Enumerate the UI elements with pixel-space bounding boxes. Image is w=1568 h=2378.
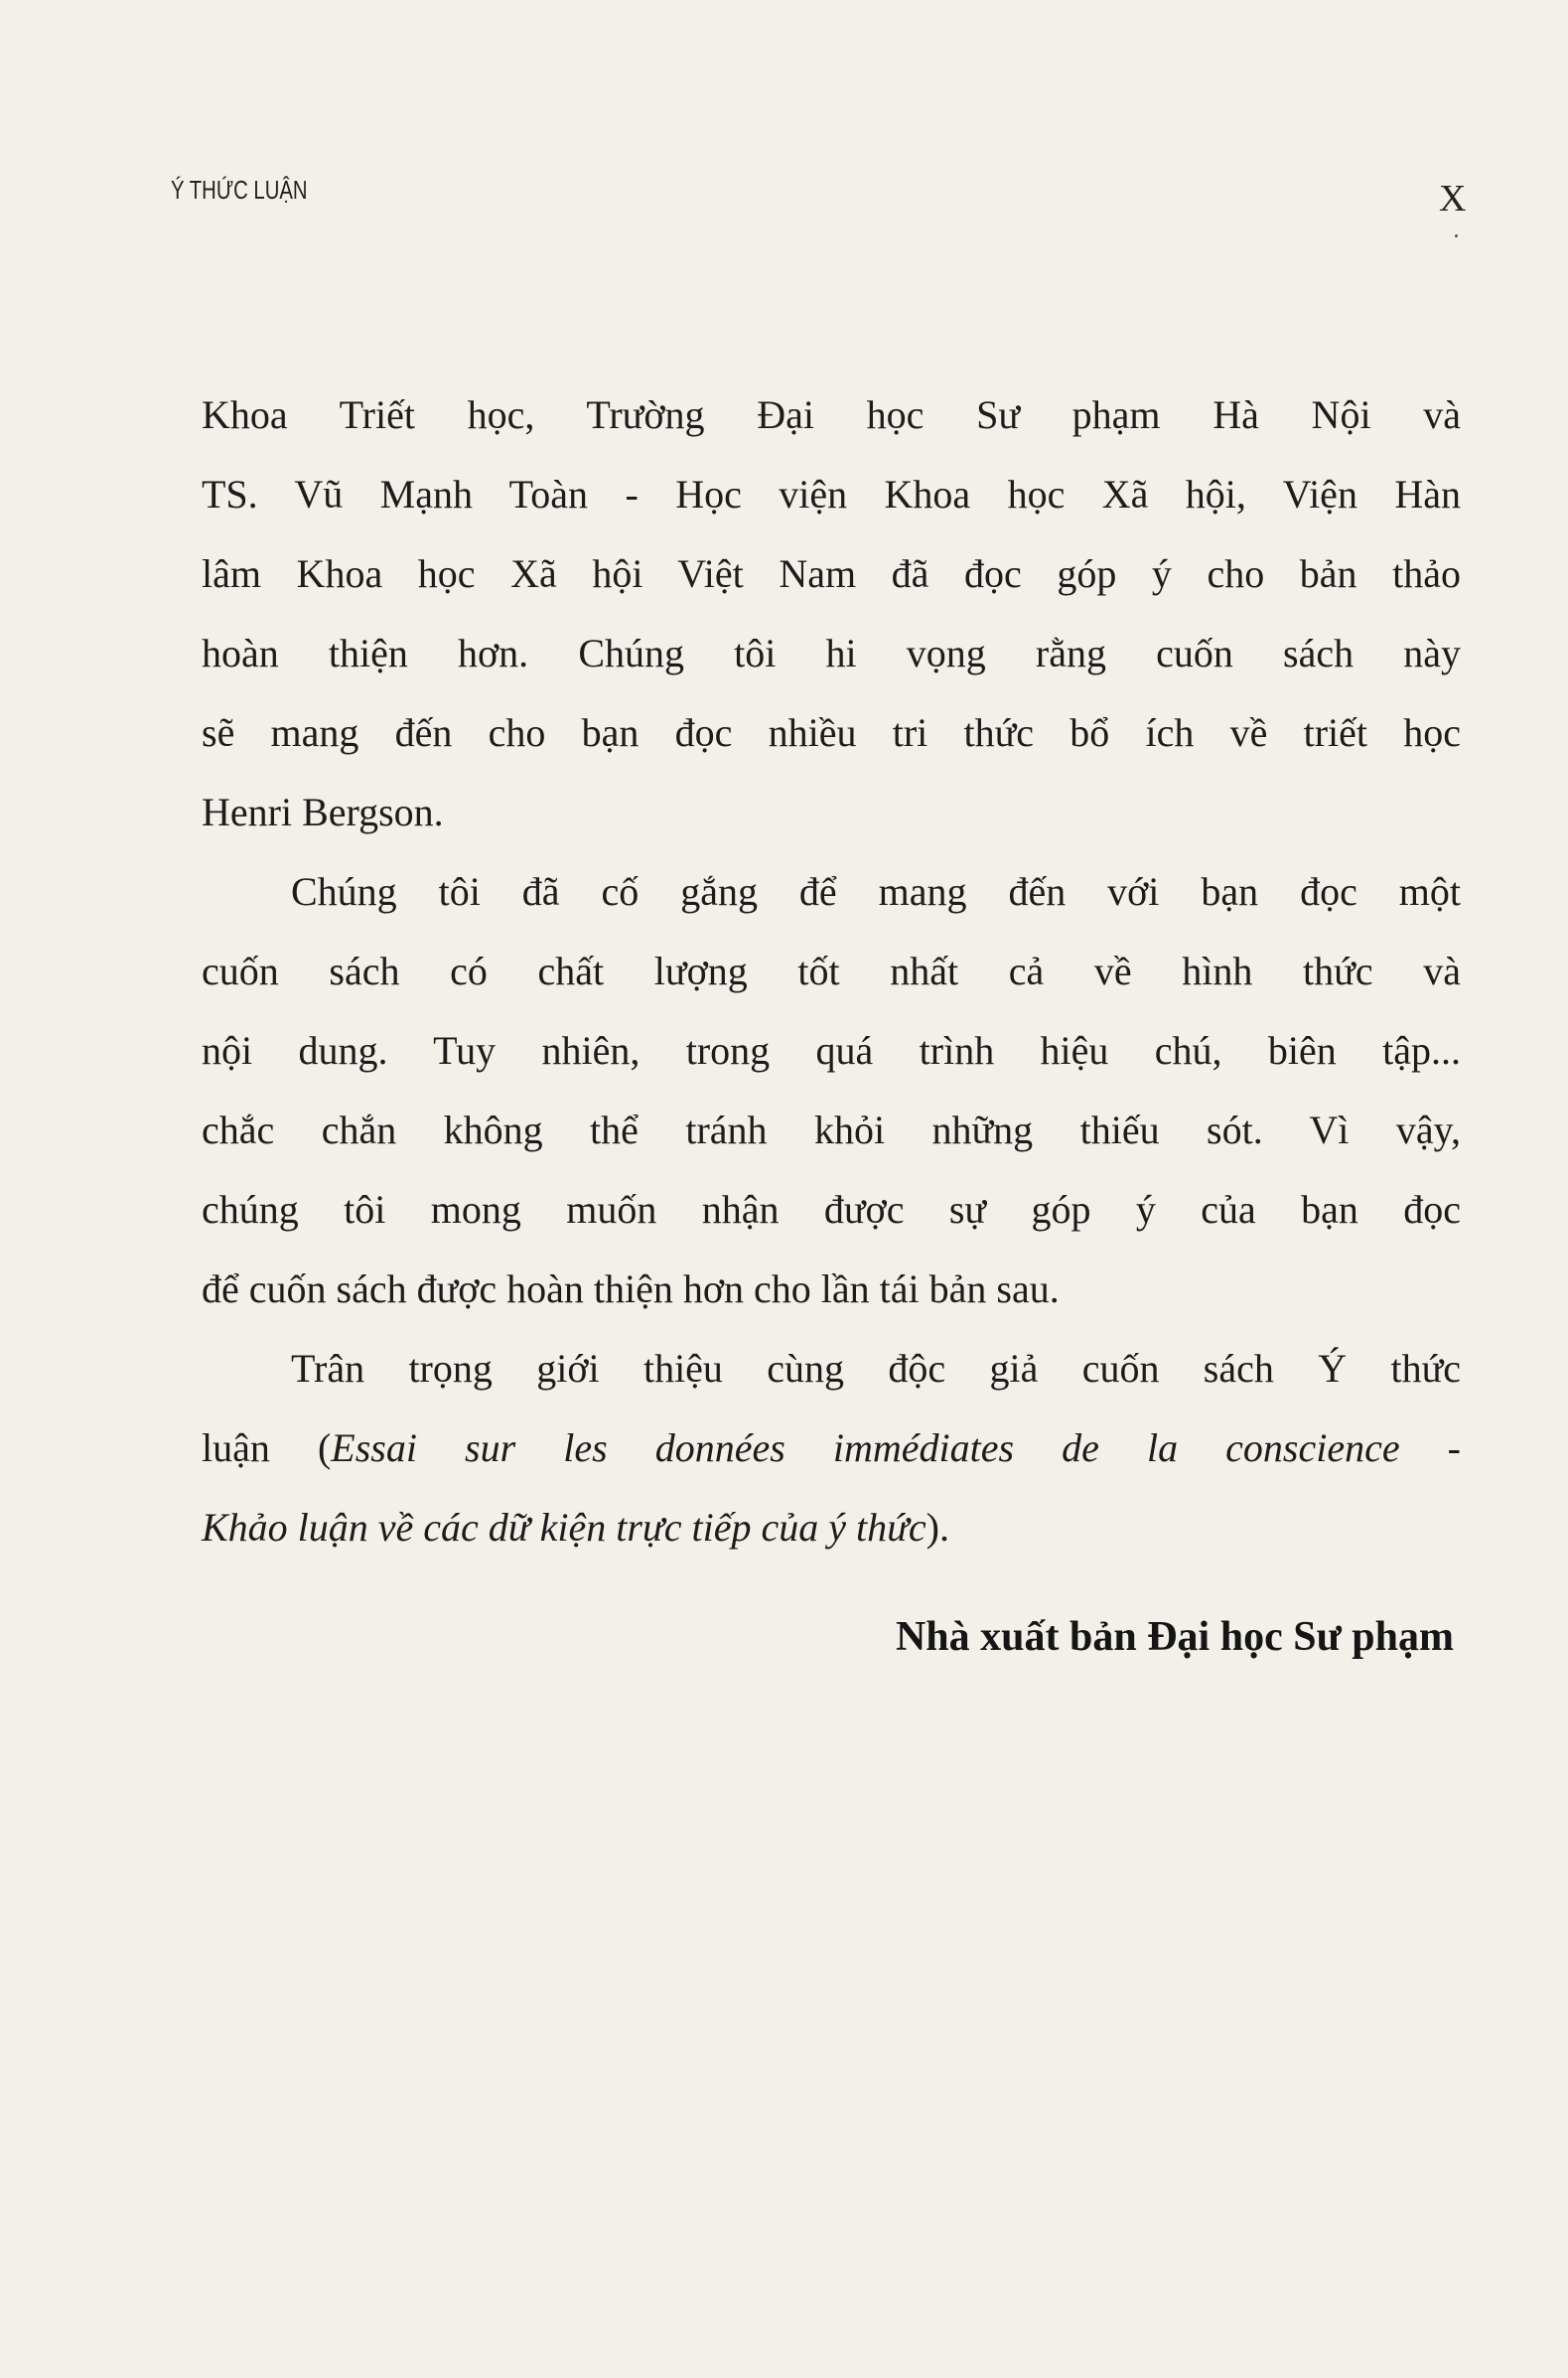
- print-speck: [1455, 234, 1458, 237]
- paragraph-line: hoàn thiện hơn. Chúng tôi hi vọng rằng cuốn sách này: [202, 631, 1461, 675]
- paragraph-line: nội dung. Tuy nhiên, trong quá trình hiệu chú, biên tập...: [202, 1028, 1461, 1073]
- text-segment: ).: [926, 1505, 949, 1550]
- paragraph-line: lâm Khoa học Xã hội Việt Nam đã đọc góp ý cho bản thảo: [202, 551, 1461, 596]
- running-title: Ý THỨC LUẬN: [171, 175, 308, 205]
- paragraph-line: để cuốn sách được hoàn thiện hơn cho lần tái bản sau.: [202, 1266, 1060, 1311]
- paragraph-line: [202, 1409, 1461, 1488]
- italic-title: Essai sur les données immédiates de la conscience -: [331, 1425, 1461, 1470]
- italic-title: Khảo luận về các dữ kiện trực tiếp của ý thức: [202, 1505, 927, 1550]
- paragraph-line: [202, 1488, 1461, 1567]
- paragraph-line: chắc chắn không thể tránh khỏi những thiếu sót. Vì vậy,: [202, 1108, 1461, 1152]
- paragraph-3: [202, 1329, 1461, 1567]
- paragraph-line: chúng tôi mong muốn nhận được sự góp ý của bạn đọc: [202, 1187, 1461, 1232]
- body-text: [202, 375, 1461, 1567]
- paragraph-line: Khoa Triết học, Trường Đại học Sư phạm Hà Nội và: [202, 392, 1461, 437]
- paragraph-line: Trân trọng giới thiệu cùng độc giả cuốn sách Ý thức: [291, 1346, 1461, 1391]
- paragraph-line: Henri Bergson.: [202, 790, 444, 834]
- page-number: X: [1439, 178, 1467, 220]
- paragraph-line: Chúng tôi đã cố gắng để mang đến với bạn đọc một: [291, 869, 1461, 914]
- paragraph-1: [202, 375, 1461, 852]
- paragraph-line: TS. Vũ Mạnh Toàn - Học viện Khoa học Xã hội, Viện Hàn: [202, 472, 1461, 517]
- paragraph-line: sẽ mang đến cho bạn đọc nhiều tri thức bổ ích về triết học: [202, 710, 1461, 755]
- publisher-signature: Nhà xuất bản Đại học Sư phạm: [895, 1614, 1454, 1660]
- text-segment: luận (: [202, 1425, 332, 1470]
- paragraph-2: [202, 852, 1461, 1329]
- paragraph-line: cuốn sách có chất lượng tốt nhất cả về hình thức và: [202, 949, 1461, 993]
